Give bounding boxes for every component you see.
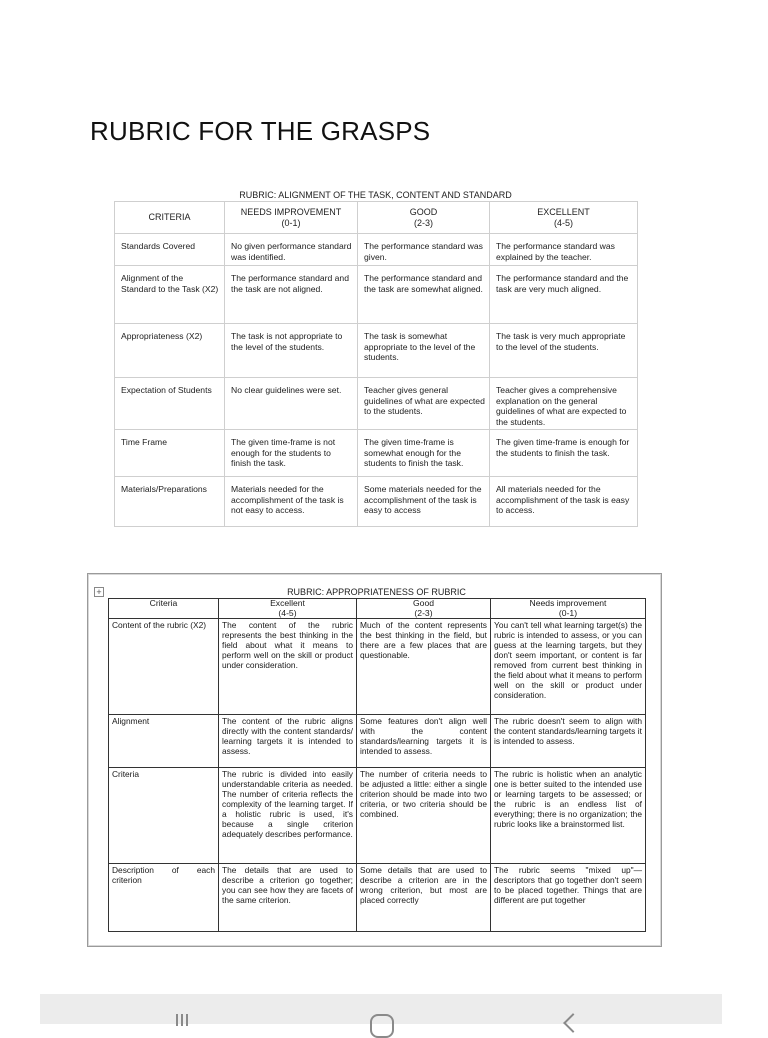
column-header: GOOD (2-3) (358, 202, 490, 234)
table-cell: The task is very much appropriate to the level of the students. (490, 324, 638, 378)
appropriateness-rubric-frame (87, 573, 662, 947)
recents-icon[interactable] (176, 1014, 188, 1024)
table-cell: You can't tell what learning target(s) the rubric is intended to assess, or you can guess at the learning targets, but they don't seem important, or content is far removed from current best thinking in the field about what it means to perform well on the skill or product under consideration. (491, 619, 646, 715)
column-header: EXCELLENT (4-5) (490, 202, 638, 234)
table-cell: No clear guidelines were set. (225, 378, 358, 430)
table-cell: All materials needed for the accomplishment of the task is easy to access. (490, 477, 638, 527)
table-row (115, 430, 638, 477)
table-cell: The content of the rubric aligns directly with the content standards/ learning targets it is intended to assess. (219, 715, 357, 768)
alignment-rubric-caption: RUBRIC: ALIGNMENT OF THE TASK, CONTENT AND STANDARD (239, 190, 512, 200)
column-header: Excellent (4-5) (219, 599, 357, 619)
alignment-rubric-table (114, 201, 638, 527)
table-cell: Expectation of Students (115, 378, 225, 430)
table-cell: Description of each criterion (109, 864, 219, 932)
column-header: Criteria (109, 599, 219, 619)
table-cell: Appropriateness (X2) (115, 324, 225, 378)
table-row (109, 864, 646, 932)
table-cell: Alignment (109, 715, 219, 768)
column-header: Good (2-3) (357, 599, 491, 619)
table-cell: Content of the rubric (X2) (109, 619, 219, 715)
table-cell: The rubric doesn't seem to align with the content standards/learning targets it is intended to assess. (491, 715, 646, 768)
table-header-row (109, 599, 646, 619)
table-cell: The rubric seems "mixed up"—descriptors that go together don't seem to be placed together. Things that are different are put together (491, 864, 646, 932)
page-title: RUBRIC FOR THE GRASPS (90, 116, 431, 146)
table-cell: Standards Covered (115, 234, 225, 266)
table-cell: The details that are used to describe a criterion go together; you can see how they are facets of the same criterion. (219, 864, 357, 932)
table-row (109, 768, 646, 864)
back-icon[interactable] (563, 1013, 583, 1033)
table-cell: The given time-frame is somewhat enough for the students to finish the task. (358, 430, 490, 477)
table-cell: Much of the content represents the best thinking in the field, but there are a few places that are questionable. (357, 619, 491, 715)
table-row (115, 477, 638, 527)
table-row (115, 234, 638, 266)
table-cell: The given time-frame is enough for the students to finish the task. (490, 430, 638, 477)
alignment-rubric (114, 189, 637, 527)
table-cell: No given performance standard was identified. (225, 234, 358, 266)
table-cell: The performance standard was given. (358, 234, 490, 266)
table-row (115, 324, 638, 378)
table-cell: Teacher gives a comprehensive explanation on the general guidelines of what are expected to the students. (490, 378, 638, 430)
table-cell: Materials/Preparations (115, 477, 225, 527)
home-icon[interactable] (370, 1014, 394, 1038)
table-cell: The performance standard was explained by the teacher. (490, 234, 638, 266)
appropriateness-rubric (108, 587, 645, 932)
table-cell: Some features don't align well with the content standards/learning targets it is intended to assess. (357, 715, 491, 768)
column-header: NEEDS IMPROVEMENT (0-1) (225, 202, 358, 234)
system-navigation-bar (40, 994, 722, 1024)
column-header: CRITERIA (115, 202, 225, 234)
column-header: Needs improvement (0-1) (491, 599, 646, 619)
table-row (115, 378, 638, 430)
table-cell: The task is somewhat appropriate to the level of the students. (358, 324, 490, 378)
table-cell: Some materials needed for the accomplishment of the task is easy to access (358, 477, 490, 527)
appropriateness-rubric-table (108, 598, 646, 932)
table-row (109, 715, 646, 768)
table-cell: The given time-frame is not enough for the students to finish the task. (225, 430, 358, 477)
table-cell: Alignment of the Standard to the Task (X2) (115, 266, 225, 324)
table-row (115, 266, 638, 324)
table-cell: The content of the rubric represents the best thinking in the field about what it means to perform well on the skill or product under consideration. (219, 619, 357, 715)
table-header-row (115, 202, 638, 234)
table-cell: Materials needed for the accomplishment of the task is not easy to access. (225, 477, 358, 527)
table-cell: The rubric is holistic when an analytic one is better suited to the intended use or learning targets to be assessed; or the rubric is an endless list of everything; there is no organization; the rubric looks like a brainstormed list. (491, 768, 646, 864)
table-cell: The performance standard and the task are very much aligned. (490, 266, 638, 324)
table-cell: Teacher gives general guidelines of what are expected to the students. (358, 378, 490, 430)
table-cell: Criteria (109, 768, 219, 864)
table-cell: The performance standard and the task are not aligned. (225, 266, 358, 324)
table-cell: Some details that are used to describe a criterion are in the wrong criterion, but most are placed correctly (357, 864, 491, 932)
table-cell: The rubric is divided into easily understandable criteria as needed. The number of criteria reflects the complexity of the learning target. If a holistic rubric is used, it's because a single criterion adequately describes performance. (219, 768, 357, 864)
table-row (109, 619, 646, 715)
table-cell: The task is not appropriate to the level of the students. (225, 324, 358, 378)
table-cell: The performance standard and the task are somewhat aligned. (358, 266, 490, 324)
table-move-handle-icon[interactable]: + (94, 587, 104, 597)
table-cell: The number of criteria needs to be adjusted a little: either a single criterion should be made into two criteria, or two criteria should be combined. (357, 768, 491, 864)
table-cell: Time Frame (115, 430, 225, 477)
appropriateness-rubric-caption: RUBRIC: APPROPRIATENESS OF RUBRIC (287, 587, 466, 597)
